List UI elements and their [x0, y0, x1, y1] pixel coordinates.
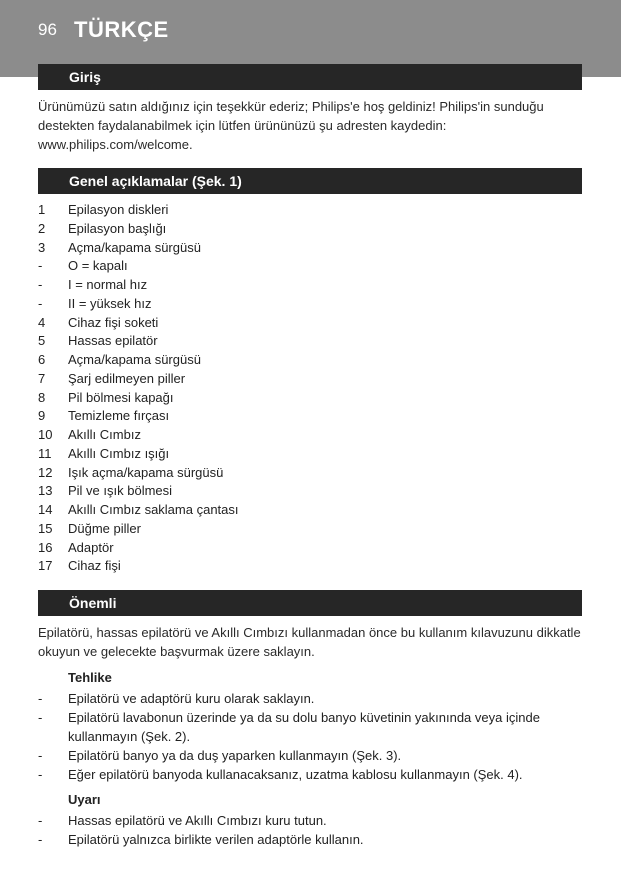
warning-list: [38, 811, 583, 849]
list-item: - Epilatörü lavabonun üzerinde ya da su dolu banyo küvetinin yakınında veya içinde kullanmayın (Şek. 2).: [38, 710, 540, 744]
language-title: TÜRKÇE: [74, 17, 169, 42]
danger-list: [38, 689, 583, 784]
section-heading-giris: Giriş: [38, 64, 582, 90]
page-number: 96: [38, 20, 57, 39]
list-item: - Eğer epilatörü banyoda kullanacaksanız, uzatma kablosu kullanmayın (Şek. 4).: [38, 767, 523, 782]
list-item: - Hassas epilatörü ve Akıllı Cımbızı kuru tutun.: [38, 813, 327, 828]
list-item: - Epilatörü banyo ya da duş yaparken kullanmayın (Şek. 3).: [38, 748, 402, 763]
section-heading-onemli: Önemli: [38, 590, 582, 616]
warning-heading: Uyarı: [68, 792, 101, 807]
important-paragraph: Epilatörü, hassas epilatörü ve Akıllı Cımbızı kullanmadan önce bu kullanım kılavuzunu dikkatle okuyun ve gelecekte başvurmak üzere saklayın.: [38, 625, 581, 659]
intro-paragraph: Ürünümüzü satın aldığınız için teşekkür ederiz; Philips'e hoş geldiniz! Philips'in sunduğu destekten faydalanabilmek için lütfen ürününüzü şu adresten kaydedin: www.philips.com/welcome.: [38, 99, 544, 152]
section-heading-genel: Genel açıklamalar (Şek. 1): [38, 168, 582, 194]
danger-heading: Tehlike: [68, 670, 112, 685]
list-item: - Epilatörü yalnızca birlikte verilen adaptörle kullanın.: [38, 832, 364, 847]
list-item: - Epilatörü ve adaptörü kuru olarak saklayın.: [38, 691, 315, 706]
